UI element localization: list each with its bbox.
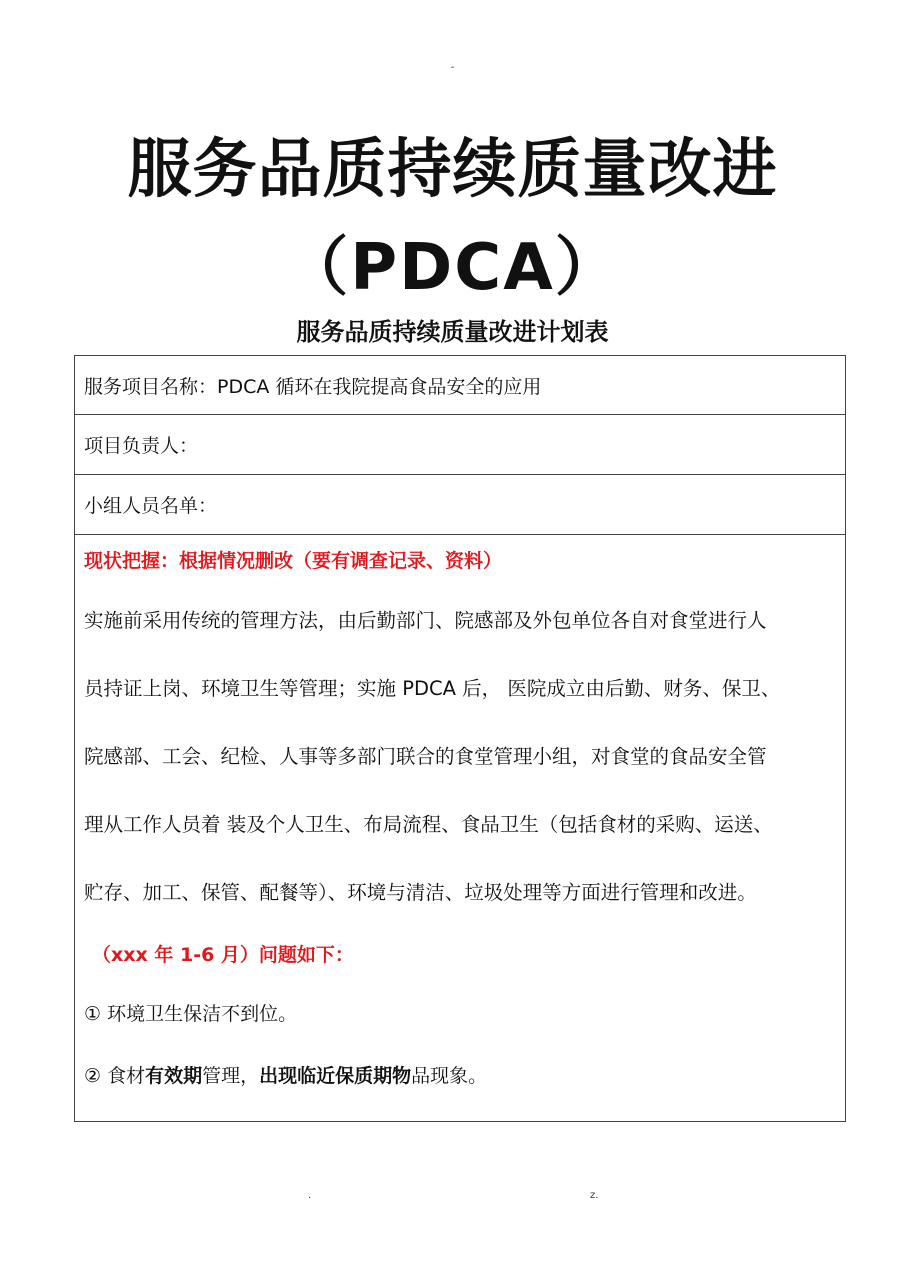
issue-text: ② 食材 [84,1065,146,1087]
header-mark: - [450,62,455,73]
team-members-label: 小组人员名单： [84,495,218,517]
project-leader-label: 项目负责人： [84,435,199,457]
team-members-row [75,475,845,535]
project-leader-row [75,415,845,475]
paragraph-line: 理从工作人员着 装及个人卫生、布局流程、食品卫生（包括食材的采购、运送、 [84,813,773,836]
issues-heading: （xxx 年 1-6 月）问题如下： [92,944,354,966]
issue-item-2 [84,1045,839,1107]
issue-emphasis: 有效期 [145,1065,203,1087]
footer-left-mark: . [308,1190,312,1201]
status-heading: 现状把握：根据情况删改（要有调查记录、资料） [84,550,503,572]
status-paragraph [84,587,839,927]
page-title-pdca: （PDCA） [284,231,621,305]
issue-item-1: ① 环境卫生保洁不到位。 [84,1003,298,1025]
issue-text: 管理， [202,1065,260,1087]
project-name-row [75,356,845,415]
paragraph-line: 实施前采用传统的管理方法，由后勤部门、院感部及外包单位各自对食堂进行人 [84,609,767,632]
page-title: 服务品质持续质量改进 [127,133,778,207]
project-name-text: 服务项目名称：PDCA 循环在我院提高食品安全的应用 [84,375,542,398]
paragraph-line: 贮存、加工、保管、配餐等）、环境与清洁、垃圾处理等方面进行管理和改进。 [84,881,757,904]
status-section [75,535,845,1107]
issue-emphasis: 出现临近保质期物 [259,1065,412,1087]
footer-right-mark: z. [590,1190,599,1201]
issue-text: 品现象。 [411,1065,488,1087]
paragraph-line: 员持证上岗、环境卫生等管理；实施 PDCA 后， 医院成立由后勤、财务、保卫、 [84,677,781,700]
plan-table-title: 服务品质持续质量改进计划表 [296,318,609,346]
plan-table [74,355,846,1122]
paragraph-line: 院感部、工会、纪检、人事等多部门联合的食堂管理小组，对食堂的食品安全管 [84,745,767,768]
